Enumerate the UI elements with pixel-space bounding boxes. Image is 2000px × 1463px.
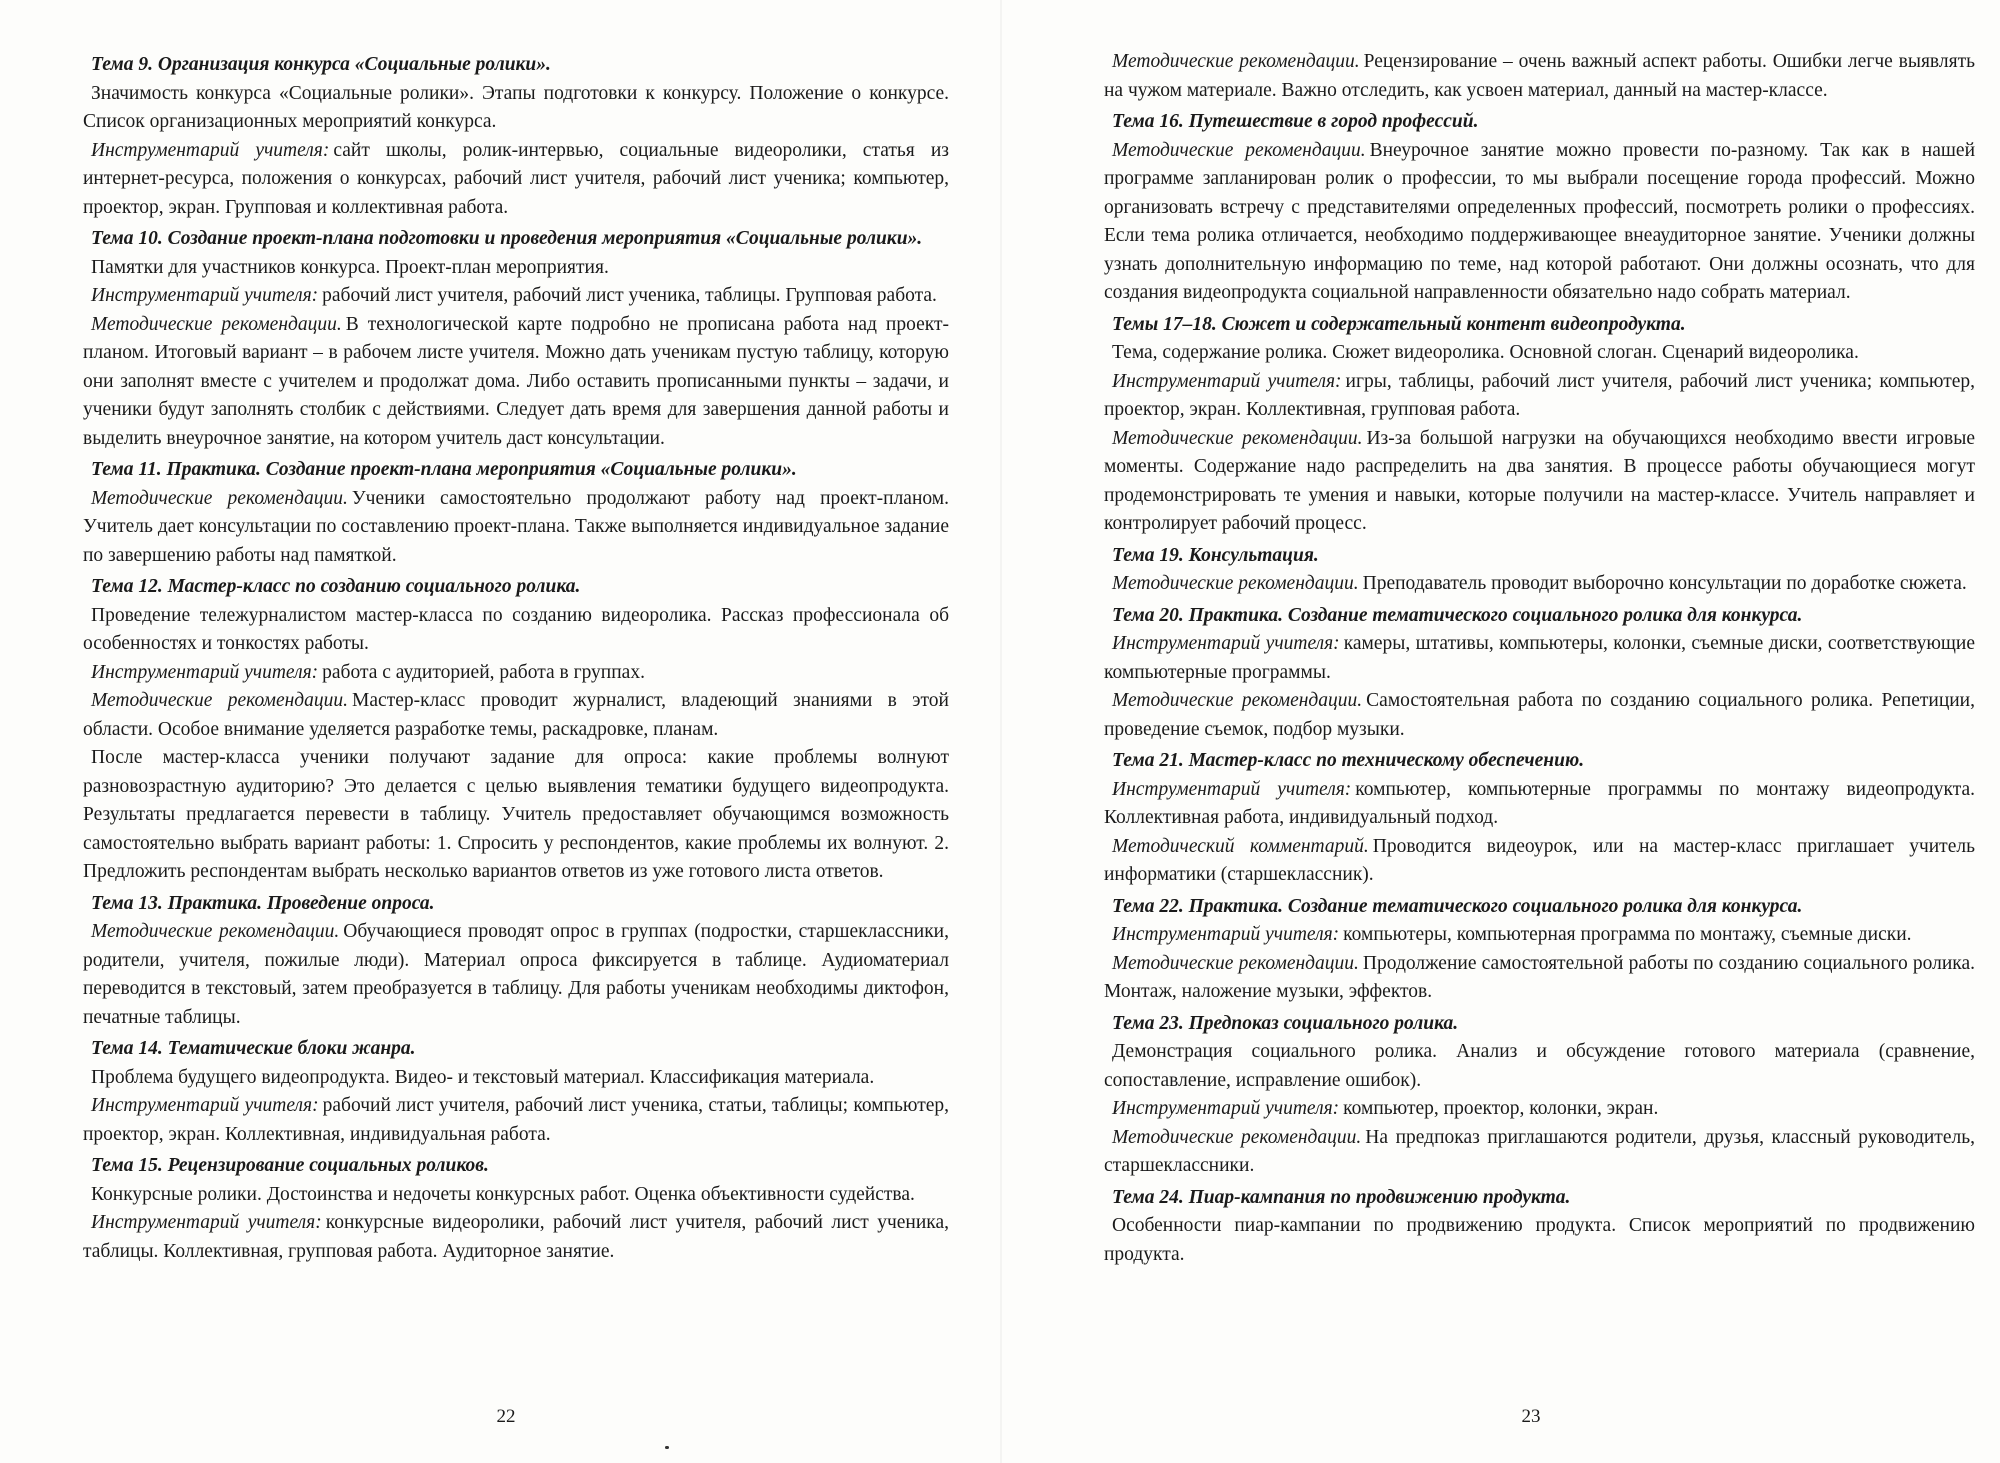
- paragraph-label: Методические рекомендации.: [91, 487, 348, 509]
- paragraph: [83, 254, 949, 283]
- topic-heading: Тема 12. Мастер-класс по созданию социального ролика.: [91, 576, 581, 597]
- paragraph: [83, 311, 949, 454]
- paragraph-text: рабочий лист учителя, рабочий лист ученика, таблицы. Групповая работа.: [322, 285, 937, 306]
- paragraph: [83, 80, 949, 137]
- paragraph: [83, 744, 949, 887]
- topic-heading: Темы 17–18. Сюжет и содержательный контент видеопродукта.: [1112, 313, 1686, 335]
- paragraph-text: конкурсные видеоролики, рабочий лист учителя, рабочий лист ученика, таблицы. Коллективная, групповая работа. Аудиторное занятие.: [83, 1212, 949, 1262]
- topic-heading: Тема 14. Тематические блоки жанра.: [91, 1038, 416, 1059]
- paragraph: [83, 918, 949, 1032]
- paragraph-text: Демонстрация социального ролика. Анализ и обсуждение готового материала (сравнение, сопоставление, исправление ошибок).: [1104, 1041, 1975, 1091]
- paragraph: [1104, 1212, 1975, 1269]
- paragraph-text: Продолжение самостоятельной работы по созданию социального ролика. Монтаж, наложение музыки, эффектов.: [1104, 952, 1975, 1002]
- paragraph-label: Методические рекомендации.: [1112, 952, 1359, 974]
- paragraph: [83, 602, 949, 659]
- paragraph-label: Методические рекомендации.: [1112, 427, 1363, 449]
- paragraph-text: камеры, штативы, компьютеры, колонки, съемные диски, соответствующие компьютерные программы.: [1104, 633, 1975, 683]
- paragraph: [1104, 137, 1975, 308]
- paragraph-text: Значимость конкурса «Социальные ролики». Этапы подготовки к конкурсу. Положение о конкурсе. Список организационных мероприятий конкурса.: [83, 82, 949, 132]
- paragraph-label: Инструментарий учителя:: [1112, 633, 1340, 654]
- paragraph: [1104, 833, 1975, 890]
- paragraph: [1104, 1095, 1975, 1124]
- topic-heading: Тема 24. Пиар-кампания по продвижению продукта.: [1112, 1186, 1571, 1208]
- topic-heading: Тема 19. Консультация.: [1112, 544, 1319, 566]
- paragraph-text: Конкурсные ролики. Достоинства и недочеты конкурсных работ. Оценка объективности судейства.: [91, 1183, 915, 1205]
- topic-heading: Тема 16. Путешествие в город профессий.: [1112, 111, 1479, 132]
- paragraph-text: Ученики самостоятельно продолжают работу над проект-планом. Учитель дает консультации по составлению проект-плана. Также выполняется индивидуальное задание по завершению работы над памяткой.: [83, 487, 949, 566]
- paragraph-label: Инструментарий учителя:: [91, 1212, 322, 1233]
- topic-heading: Тема 20. Практика. Создание тематического социального ролика для конкурса.: [1112, 604, 1803, 626]
- scan-speck: [665, 1446, 669, 1449]
- paragraph: [83, 687, 949, 744]
- paragraph: [1104, 1124, 1975, 1181]
- paragraph-text: Особенности пиар-кампании по продвижению продукта. Список мероприятий по продвижению продукта.: [1104, 1215, 1975, 1265]
- paragraph-text: Памятки для участников конкурса. Проект-план мероприятия.: [91, 256, 609, 278]
- paragraph: [83, 1209, 949, 1266]
- paragraph-text: работа с аудиторией, работа в группах.: [322, 661, 645, 683]
- paragraph-label: Инструментарий учителя:: [91, 139, 330, 161]
- paragraph-text: игры, таблицы, рабочий лист учителя, рабочий лист ученика; компьютер, проектор, экран. Коллективная, групповая работа.: [1104, 370, 1975, 420]
- paragraph-text: После мастер-класса ученики получают задание для опроса: какие проблемы волнуют разновозрастную аудиторию? Это делается с целью выявления тематики будущего видеопродукта. Результаты предлагается перевести в таблицу. Учитель предоставляет обучающимся возможность самостоятельно выбрать вариант работы: 1. Спросить у респондентов, какие проблемы их волнуют. 2. Предложить респондентам выбрать несколько вариантов ответов из уже готового листа ответов.: [83, 747, 949, 882]
- paragraph-label: Инструментарий учителя:: [91, 1095, 319, 1116]
- right-page: [1104, 48, 1975, 1398]
- page-fold: [1000, 0, 1002, 1463]
- paragraph-text: В технологической карте подробно не прописана работа над проект-планом. Итоговый вариант – в рабочем листе учителя. Можно дать ученикам пустую таблицу, которую они заполнят вместе с учителем и продолжат дома. Либо оставить прописанными пункты – задачи, и ученики будут заполнять столбик с действиями. Следует дать время для завершения данной работы и выделить внеурочное занятие, на котором учитель даст консультации.: [83, 313, 949, 449]
- topic-heading: Тема 9. Организация конкурса «Социальные ролики».: [91, 54, 551, 75]
- paragraph: [83, 282, 949, 311]
- topic-heading: Тема 15. Рецензирование социальных роликов.: [91, 1155, 489, 1176]
- paragraph-text: Преподаватель проводит выборочно консультации по доработке сюжета.: [1362, 573, 1967, 594]
- paragraph-label: Инструментарий учителя:: [1112, 1098, 1340, 1119]
- paragraph-text: Из-за большой нагрузки на обучающихся необходимо ввести игровые моменты. Содержание надо распределить на два занятия. В процессе работы обучающиеся могут продемонстрировать те умения и навыки, которые получили на мастер-классе. Учитель направляет и контролирует рабочий процесс.: [1104, 427, 1975, 534]
- page-number-left: 22: [496, 1406, 516, 1427]
- paragraph-label: Методические рекомендации.: [91, 313, 342, 335]
- paragraph-label: Инструментарий учителя:: [1112, 370, 1342, 392]
- paragraph-label: Методические рекомендации.: [1112, 1126, 1362, 1148]
- paragraph-label: Инструментарий учителя:: [1112, 778, 1352, 800]
- paragraph-text: Проблема будущего видеопродукта. Видео- и текстовый материал. Классификация материала.: [91, 1066, 875, 1088]
- paragraph: [1104, 1038, 1975, 1095]
- paragraph-text: Самостоятельная работа по созданию социального ролика. Репетиции, проведение съемок, подбор музыки.: [1104, 690, 1975, 740]
- paragraph: [83, 1064, 949, 1093]
- paragraph-text: сайт школы, ролик-интервью, социальные видеоролики, статья из интернет-ресурса, положения о конкурсах, рабочий лист учителя, рабочий лист ученика; компьютер, проектор, экран. Групповая и коллективная работа.: [83, 139, 949, 218]
- paragraph: [1104, 339, 1975, 368]
- topic-heading: Тема 13. Практика. Проведение опроса.: [91, 892, 435, 914]
- paragraph: [83, 659, 949, 688]
- paragraph-label: Методические рекомендации.: [1112, 573, 1359, 594]
- paragraph-text: Проведение тележурналистом мастер-класса по созданию видеоролика. Рассказ профессионала об особенностях и тонкостях работы.: [83, 604, 949, 654]
- paragraph-text: Мастер-класс проводит журналист, владеющий знаниями в этой области. Особое внимание уделяется разработке темы, раскадровке, планам.: [83, 690, 949, 740]
- paragraph-text: рабочий лист учителя, рабочий лист ученика, статьи, таблицы; компьютер, проектор, экран. Коллективная, индивидуальная работа.: [83, 1095, 949, 1145]
- paragraph-label: Инструментарий учителя:: [91, 661, 319, 683]
- paragraph-text: компьютеры, компьютерная программа по монтажу, съемные диски.: [1343, 924, 1912, 945]
- topic-heading: Тема 11. Практика. Создание проект-плана мероприятия «Социальные ролики».: [91, 459, 797, 480]
- paragraph: [1104, 630, 1975, 687]
- topic-heading: Тема 10. Создание проект-плана подготовки и проведения мероприятия «Социальные ролики».: [91, 228, 923, 249]
- paragraph: [1104, 921, 1975, 950]
- paragraph: [1104, 368, 1975, 425]
- left-page-content: [83, 48, 949, 1398]
- paragraph: [83, 1181, 949, 1210]
- paragraph: [83, 1092, 949, 1149]
- paragraph: [1104, 950, 1975, 1007]
- paragraph: [83, 137, 949, 223]
- paragraph-text: Обучающиеся проводят опрос в группах (подростки, старшеклассники, родители, учителя, пожилые люди). Материал опроса фиксируется в таблице. Аудиоматериал переводится в текстовый, затем преобразуется в таблицу. Для работы ученикам необходимы диктофон, печатные таблицы.: [83, 921, 949, 1028]
- paragraph-label: Методические рекомендации.: [91, 690, 349, 711]
- paragraph-label: Методические рекомендации.: [1112, 51, 1360, 72]
- topic-heading: Тема 23. Предпоказ социального ролика.: [1112, 1012, 1459, 1034]
- topic-heading: Тема 21. Мастер-класс по техническому обеспечению.: [1112, 750, 1585, 771]
- paragraph: [1104, 48, 1975, 105]
- paragraph-text: Рецензирование – очень важный аспект работы. Ошибки легче выявлять на чужом материале. Важно отследить, как усвоен материал, данный на мастер-классе.: [1104, 51, 1975, 101]
- paragraph-text: компьютер, компьютерные программы по монтажу видеопродукта. Коллективная работа, индивидуальный подход.: [1104, 778, 1975, 828]
- paragraph-label: Инструментарий учителя:: [91, 285, 319, 306]
- paragraph: [83, 485, 949, 571]
- topic-heading: Тема 22. Практика. Создание тематического социального ролика для конкурса.: [1112, 895, 1803, 917]
- paragraph: [1104, 570, 1975, 599]
- paragraph-text: компьютер, проектор, колонки, экран.: [1343, 1098, 1659, 1119]
- paragraph-label: Методические рекомендации.: [1112, 139, 1366, 161]
- paragraph-label: Методические рекомендации.: [91, 921, 340, 942]
- left-page: [83, 48, 949, 1398]
- paragraph-text: Внеурочное занятие можно провести по-разному. Так как в нашей программе запланирован ролик о профессии, то мы выбрали посещение города профессий. Можно организовать встречу с представителями определенных профессий, посмотреть ролики о профессиях. Если тема ролика отличается, необходимо поддерживающее внеаудиторное занятие. Ученики должны узнать дополнительную информацию по теме, над которой работают. Они должны осознать, что для создания видеопродукта социальной направленности обязательно надо собрать материал.: [1104, 139, 1975, 303]
- paragraph: [1104, 425, 1975, 539]
- paragraph-label: Инструментарий учителя:: [1112, 924, 1340, 945]
- right-page-content: [1104, 48, 1975, 1398]
- paragraph: [1104, 776, 1975, 833]
- paragraph: [1104, 687, 1975, 744]
- paragraph-text: Тема, содержание ролика. Сюжет видеоролика. Основной слоган. Сценарий видеоролика.: [1112, 342, 1859, 363]
- page-number-right: 23: [1521, 1406, 1541, 1427]
- paragraph-text: Проводится видеоурок, или на мастер-класс приглашает учитель информатики (старшеклассник).: [1104, 835, 1975, 885]
- paragraph-text: На предпоказ приглашаются родители, друзья, классный руководитель, старшеклассники.: [1104, 1126, 1975, 1176]
- paragraph-label: Методические рекомендации.: [1112, 690, 1363, 711]
- paragraph-label: Методический комментарий.: [1112, 835, 1369, 857]
